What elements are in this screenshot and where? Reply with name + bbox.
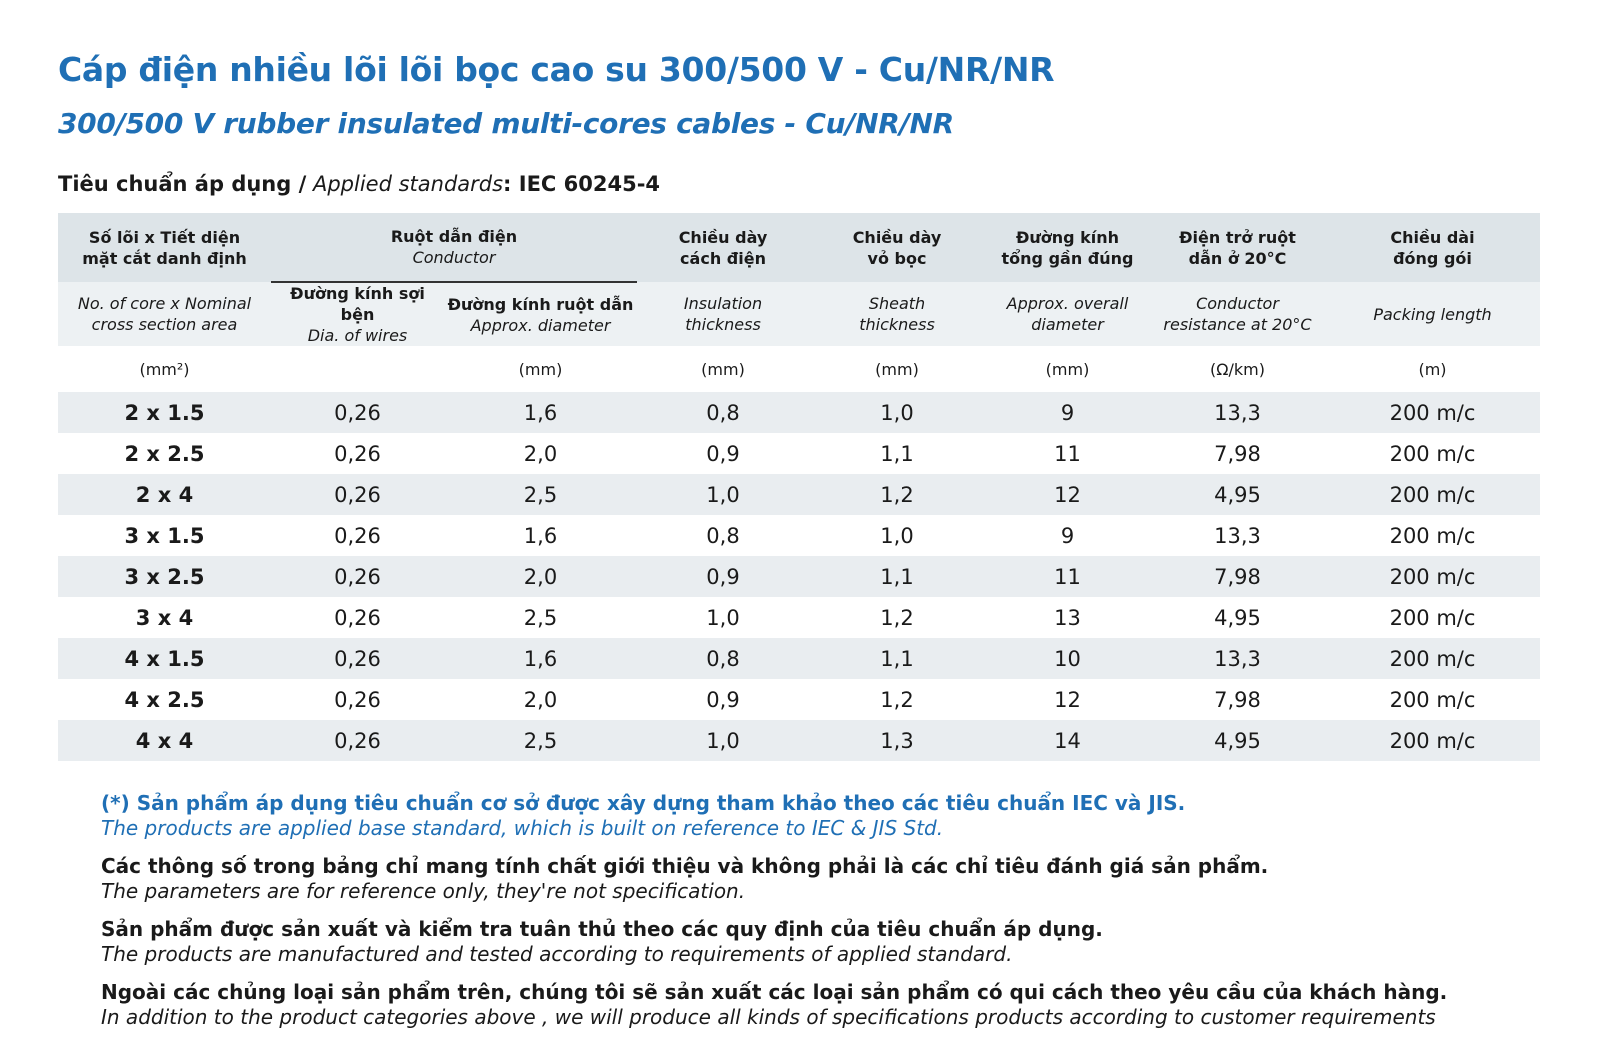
cell-sheath: 1,0 [809, 515, 985, 556]
cell-insulation: 1,0 [637, 474, 809, 515]
cell-size: 3 x 2.5 [58, 556, 271, 597]
header-size-en-line2: cross section area [91, 315, 238, 334]
table-row [58, 433, 1540, 474]
cell-insulation: 1,0 [637, 720, 809, 761]
cell-wire-dia: 0,26 [271, 515, 444, 556]
cell-resistance: 7,98 [1150, 433, 1325, 474]
header-resistance-en-line2: resistance at 20°C [1163, 315, 1312, 334]
header-insulation-en [637, 282, 809, 346]
unit-size: (mm²) [58, 346, 271, 392]
note-custom-products [101, 979, 1521, 1030]
note-vi: (*) Sản phẩm áp dụng tiêu chuẩn cơ sở được xây dựng tham khảo theo các tiêu chuẩn IEC và JIS. [101, 791, 1186, 815]
header-resistance-en [1150, 282, 1325, 346]
header-cond-dia-vi: Đường kính ruột dẫn [447, 294, 634, 314]
standards-value: : IEC 60245-4 [503, 172, 661, 196]
header-insulation-en-line2: thickness [685, 315, 761, 334]
cell-resistance: 4,95 [1150, 720, 1325, 761]
cell-overall: 11 [985, 433, 1150, 474]
header-resistance-en-line1: Conductor [1196, 294, 1279, 313]
header-sheath-vi [809, 213, 985, 282]
cell-cond-dia: 2,0 [444, 556, 637, 597]
cell-packing: 200 m/c [1325, 638, 1540, 679]
note-vi: Các thông số trong bảng chỉ mang tính chất giới thiệu và không phải là các chỉ tiêu đánh giá sản phẩm. [101, 854, 1269, 878]
cell-wire-dia: 0,26 [271, 556, 444, 597]
cell-wire-dia: 0,26 [271, 597, 444, 638]
cell-wire-dia: 0,26 [271, 433, 444, 474]
cell-wire-dia: 0,26 [271, 638, 444, 679]
note-base-standard [101, 790, 1521, 841]
cell-wire-dia: 0,26 [271, 474, 444, 515]
cell-sheath: 1,1 [809, 433, 985, 474]
cell-packing: 200 m/c [1325, 474, 1540, 515]
cell-cond-dia: 2,0 [444, 679, 637, 720]
header-conductor-en: Conductor [412, 248, 496, 267]
cell-sheath: 1,3 [809, 720, 985, 761]
note-en: In addition to the product categories above , we will produce all kinds of specifications products according to customer requirements [101, 1005, 1436, 1029]
cell-size: 2 x 1.5 [58, 392, 271, 433]
header-cond-dia [444, 282, 637, 346]
cell-insulation: 0,9 [637, 556, 809, 597]
header-size-vi [58, 213, 271, 282]
units-row [58, 346, 1540, 392]
header-size-en-line1: No. of core x Nominal [77, 294, 252, 313]
cell-wire-dia: 0,26 [271, 720, 444, 761]
unit-insulation: (mm) [637, 346, 809, 392]
spec-table [58, 213, 1540, 761]
notes-section [101, 790, 1521, 1042]
header-overall-vi-line2: tổng gần đúng [1001, 248, 1134, 268]
header-size-en [58, 282, 271, 346]
cell-sheath: 1,0 [809, 392, 985, 433]
unit-resistance: (Ω/km) [1150, 346, 1325, 392]
header-wire-dia [271, 282, 444, 346]
header-insulation-vi-line2: cách điện [680, 248, 766, 268]
cell-packing: 200 m/c [1325, 720, 1540, 761]
table-body [58, 392, 1540, 761]
header-conductor-vi: Ruột dẫn điện [390, 227, 518, 246]
cell-size: 3 x 1.5 [58, 515, 271, 556]
header-wire-dia-en: Dia. of wires [307, 326, 408, 345]
standards-label-en: Applied standards [312, 172, 504, 196]
cell-sheath: 1,1 [809, 556, 985, 597]
cell-insulation: 0,9 [637, 433, 809, 474]
header-insulation-vi-line1: Chiều dày [678, 227, 768, 247]
cell-size: 4 x 4 [58, 720, 271, 761]
header-row-vi [58, 213, 1540, 282]
cell-resistance: 7,98 [1150, 556, 1325, 597]
header-cond-dia-en: Approx. diameter [470, 315, 611, 335]
header-packing-vi-line2: đóng gói [1393, 248, 1472, 268]
cell-cond-dia: 1,6 [444, 515, 637, 556]
header-sheath-vi-line1: Chiều dày [852, 227, 942, 247]
cell-overall: 13 [985, 597, 1150, 638]
table-row [58, 720, 1540, 761]
cell-cond-dia: 1,6 [444, 638, 637, 679]
unit-cond-dia: (mm) [444, 346, 637, 392]
table-row [58, 679, 1540, 720]
header-overall-en [985, 282, 1150, 346]
cell-insulation: 0,8 [637, 638, 809, 679]
header-resistance-vi-line2: dẫn ở 20°C [1188, 248, 1287, 268]
table-row [58, 597, 1540, 638]
cell-packing: 200 m/c [1325, 433, 1540, 474]
header-sheath-vi-line2: vỏ bọc [867, 248, 927, 268]
note-en: The parameters are for reference only, they're not specification. [101, 879, 746, 903]
cell-insulation: 0,8 [637, 515, 809, 556]
cell-sheath: 1,2 [809, 474, 985, 515]
applied-standards [58, 172, 660, 196]
header-sheath-en-line1: Sheath [868, 294, 926, 313]
cell-sheath: 1,2 [809, 679, 985, 720]
cell-resistance: 13,3 [1150, 515, 1325, 556]
header-size-vi-line2: mặt cắt danh định [82, 248, 247, 268]
header-sheath-en-line2: thickness [859, 315, 935, 334]
table-row [58, 556, 1540, 597]
cell-wire-dia: 0,26 [271, 679, 444, 720]
cell-cond-dia: 1,6 [444, 392, 637, 433]
cell-overall: 9 [985, 392, 1150, 433]
header-overall-en-line1: Approx. overall [1006, 294, 1129, 313]
header-resistance-vi-line1: Điện trở ruột [1179, 227, 1296, 247]
cell-packing: 200 m/c [1325, 597, 1540, 638]
table-row [58, 638, 1540, 679]
header-row-en [58, 282, 1540, 346]
header-resistance-vi [1150, 213, 1325, 282]
note-en: The products are manufactured and tested according to requirements of applied standard. [101, 942, 1013, 966]
cell-overall: 14 [985, 720, 1150, 761]
note-manufactured [101, 916, 1521, 967]
unit-wire-dia [271, 346, 444, 392]
note-vi: Sản phẩm được sản xuất và kiểm tra tuân thủ theo các quy định của tiêu chuẩn áp dụng. [101, 917, 1103, 941]
cell-cond-dia: 2,5 [444, 597, 637, 638]
header-overall-vi-line1: Đường kính [1015, 227, 1120, 247]
header-packing-vi-line1: Chiều dài [1390, 227, 1475, 247]
header-conductor [271, 213, 637, 282]
cell-size: 4 x 1.5 [58, 638, 271, 679]
cell-sheath: 1,1 [809, 638, 985, 679]
cell-wire-dia: 0,26 [271, 392, 444, 433]
cell-overall: 12 [985, 474, 1150, 515]
cell-packing: 200 m/c [1325, 679, 1540, 720]
header-overall-en-line2: diameter [1031, 315, 1104, 334]
cell-cond-dia: 2,5 [444, 720, 637, 761]
cell-cond-dia: 2,0 [444, 433, 637, 474]
table-row [58, 515, 1540, 556]
header-packing-en [1325, 282, 1540, 346]
cell-overall: 11 [985, 556, 1150, 597]
table-row [58, 474, 1540, 515]
page-subtitle: 300/500 V rubber insulated multi-cores cables - Cu/NR/NR [58, 107, 954, 140]
cell-size: 2 x 2.5 [58, 433, 271, 474]
cell-resistance: 4,95 [1150, 597, 1325, 638]
page-title: Cáp điện nhiều lõi lõi bọc cao su 300/500 V - Cu/NR/NR [58, 50, 1055, 89]
unit-packing: (m) [1325, 346, 1540, 392]
cell-resistance: 13,3 [1150, 392, 1325, 433]
cell-overall: 10 [985, 638, 1150, 679]
header-overall-vi [985, 213, 1150, 282]
cell-packing: 200 m/c [1325, 392, 1540, 433]
header-insulation-en-line1: Insulation [683, 294, 763, 313]
cell-insulation: 0,8 [637, 392, 809, 433]
table-row [58, 392, 1540, 433]
cell-resistance: 4,95 [1150, 474, 1325, 515]
cell-size: 2 x 4 [58, 474, 271, 515]
cell-insulation: 1,0 [637, 597, 809, 638]
cell-resistance: 13,3 [1150, 638, 1325, 679]
header-size-vi-line1: Số lõi x Tiết diện [88, 227, 241, 247]
cell-packing: 200 m/c [1325, 556, 1540, 597]
header-sheath-en [809, 282, 985, 346]
header-insulation-vi [637, 213, 809, 282]
standards-label-vi: Tiêu chuẩn áp dụng / [58, 172, 307, 196]
unit-sheath: (mm) [809, 346, 985, 392]
cell-cond-dia: 2,5 [444, 474, 637, 515]
cell-insulation: 0,9 [637, 679, 809, 720]
cell-size: 4 x 2.5 [58, 679, 271, 720]
header-packing-en-line1: Packing length [1373, 304, 1492, 324]
note-reference-only [101, 853, 1521, 904]
note-en: The products are applied base standard, which is built on reference to IEC & JIS Std. [101, 816, 944, 840]
cell-size: 3 x 4 [58, 597, 271, 638]
cell-overall: 12 [985, 679, 1150, 720]
cell-overall: 9 [985, 515, 1150, 556]
unit-overall: (mm) [985, 346, 1150, 392]
header-packing-vi [1325, 213, 1540, 282]
note-vi: Ngoài các chủng loại sản phẩm trên, chúng tôi sẽ sản xuất các loại sản phẩm có qui cách theo yêu cầu của khách hàng. [101, 980, 1448, 1004]
header-wire-dia-vi: Đường kính sợi bện [290, 284, 425, 324]
cell-sheath: 1,2 [809, 597, 985, 638]
cell-packing: 200 m/c [1325, 515, 1540, 556]
cell-resistance: 7,98 [1150, 679, 1325, 720]
